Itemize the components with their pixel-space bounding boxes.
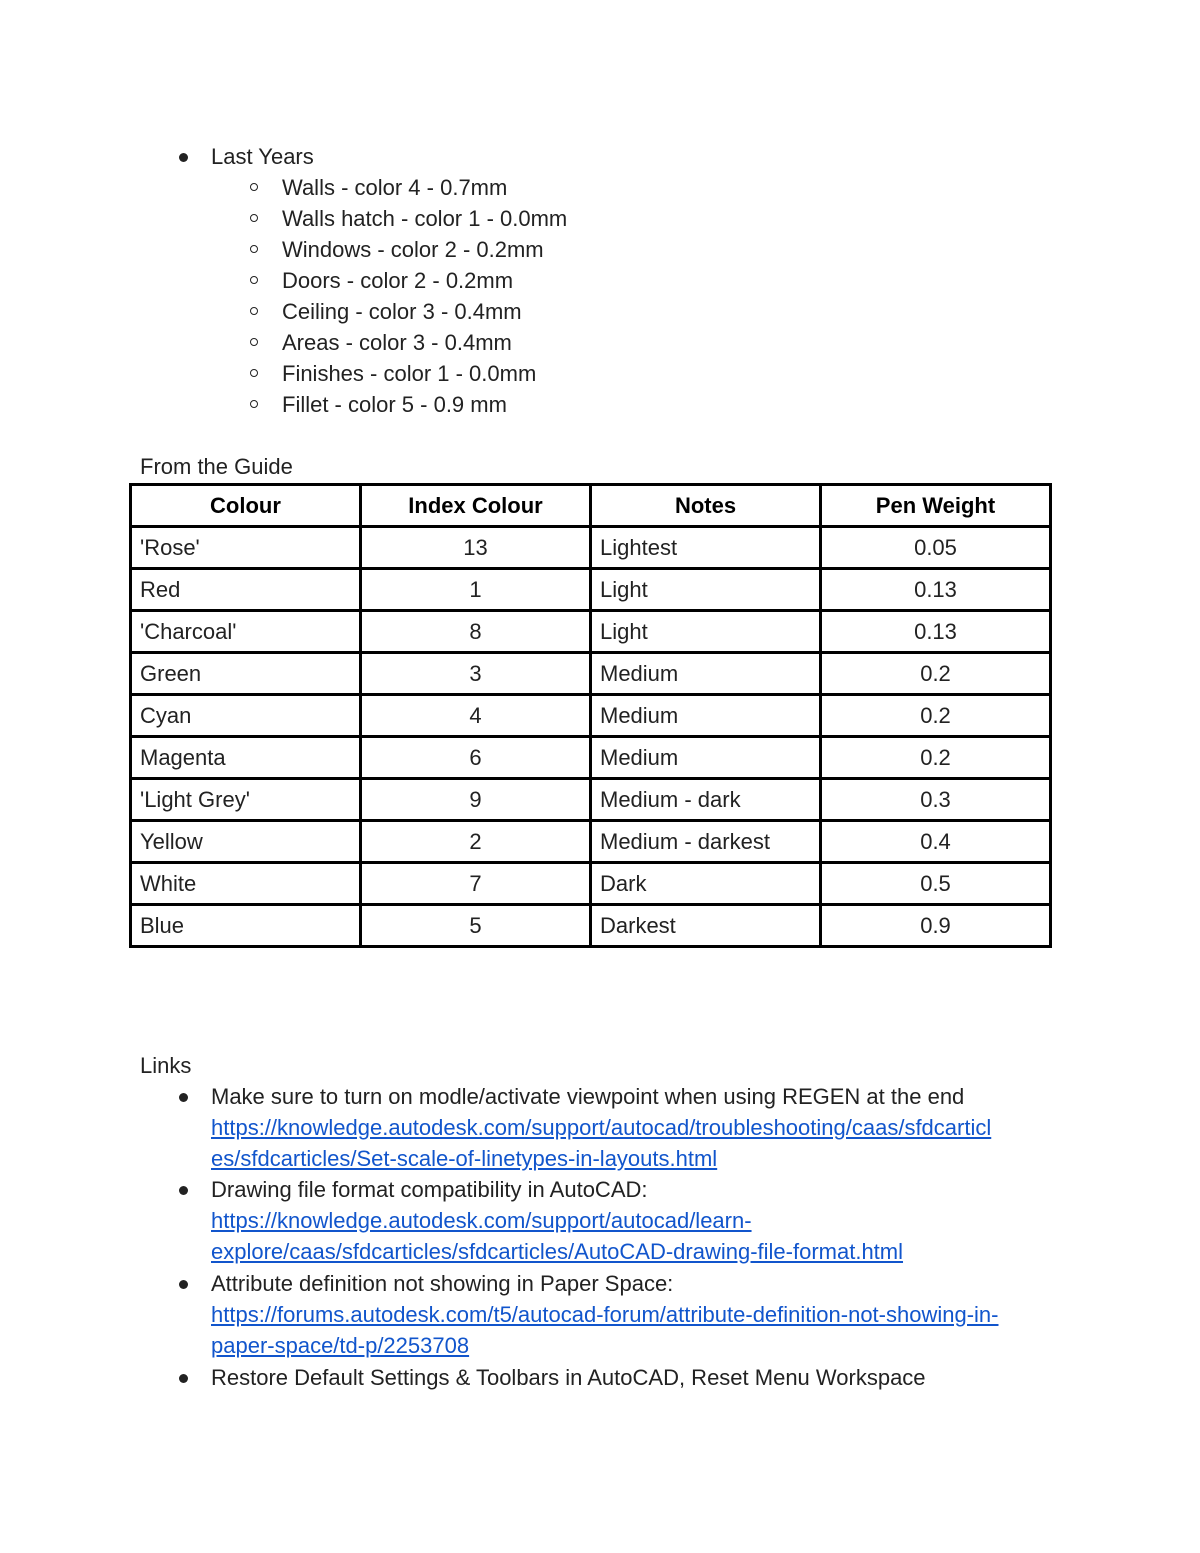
- bullet-disc-icon: [179, 153, 188, 162]
- bullet-circle-icon: [250, 183, 258, 191]
- cell-notes: Darkest: [591, 905, 821, 947]
- bullet-disc-icon: [179, 1186, 188, 1195]
- last-years-heading: Last Years: [211, 144, 314, 169]
- table-row: [131, 527, 1051, 569]
- table-body: [131, 527, 1051, 947]
- cell-notes: Light: [591, 569, 821, 611]
- table-row: [131, 863, 1051, 905]
- cell-notes: Lightest: [591, 527, 821, 569]
- last-years-item: Fillet - color 5 - 0.9 mm: [282, 392, 507, 417]
- link-url-line[interactable]: es/sfdcarticles/Set-scale-of-linetypes-in-layouts.html: [211, 1146, 718, 1171]
- link-url-line[interactable]: paper-space/td-p/2253708: [211, 1333, 470, 1358]
- cell-colour: Green: [131, 653, 361, 695]
- cell-index-colour: 1: [361, 569, 591, 611]
- cell-pen-weight: 0.2: [821, 695, 1051, 737]
- cell-colour: Magenta: [131, 737, 361, 779]
- table-row: [131, 737, 1051, 779]
- cell-pen-weight: 0.05: [821, 527, 1051, 569]
- link-item-text: Make sure to turn on modle/activate viewpoint when using REGEN at the end: [211, 1084, 965, 1109]
- cell-notes: Dark: [591, 863, 821, 905]
- table-row: [131, 821, 1051, 863]
- cell-index-colour: 5: [361, 905, 591, 947]
- link-item-text: Attribute definition not showing in Paper Space:: [211, 1271, 674, 1296]
- link-item-text: Drawing file format compatibility in AutoCAD:: [211, 1177, 648, 1202]
- bullet-circle-icon: [250, 307, 258, 315]
- cell-index-colour: 2: [361, 821, 591, 863]
- cell-index-colour: 7: [361, 863, 591, 905]
- bullet-circle-icon: [250, 245, 258, 253]
- column-header-index-colour: Index Colour: [361, 485, 591, 527]
- table-row: [131, 569, 1051, 611]
- bullet-disc-icon: [179, 1374, 188, 1383]
- bullet-circle-icon: [250, 276, 258, 284]
- last-years-item: Walls - color 4 - 0.7mm: [282, 175, 508, 200]
- cell-index-colour: 13: [361, 527, 591, 569]
- cell-colour: Cyan: [131, 695, 361, 737]
- cell-colour: Blue: [131, 905, 361, 947]
- cell-notes: Medium - darkest: [591, 821, 821, 863]
- cell-notes: Medium - dark: [591, 779, 821, 821]
- cell-index-colour: 9: [361, 779, 591, 821]
- last-years-item: Finishes - color 1 - 0.0mm: [282, 361, 537, 386]
- cell-pen-weight: 0.4: [821, 821, 1051, 863]
- cell-notes: Medium: [591, 737, 821, 779]
- cell-pen-weight: 0.13: [821, 611, 1051, 653]
- links-heading: Links: [140, 1053, 192, 1078]
- table-row: [131, 611, 1051, 653]
- guide-heading: From the Guide: [140, 454, 293, 479]
- column-header-pen-weight: Pen Weight: [821, 485, 1051, 527]
- table-header-row: [131, 485, 1051, 527]
- bullet-circle-icon: [250, 400, 258, 408]
- last-years-item: Windows - color 2 - 0.2mm: [282, 237, 544, 262]
- link-url-line[interactable]: https://forums.autodesk.com/t5/autocad-forum/attribute-definition-not-showing-in-: [211, 1302, 999, 1327]
- cell-pen-weight: 0.2: [821, 653, 1051, 695]
- bullet-circle-icon: [250, 369, 258, 377]
- cell-colour: Yellow: [131, 821, 361, 863]
- last-years-item: Walls hatch - color 1 - 0.0mm: [282, 206, 568, 231]
- cell-index-colour: 3: [361, 653, 591, 695]
- cell-pen-weight: 0.3: [821, 779, 1051, 821]
- bullet-circle-icon: [250, 338, 258, 346]
- table-row: [131, 905, 1051, 947]
- column-header-notes: Notes: [591, 485, 821, 527]
- pen-weight-table: [129, 483, 1052, 948]
- link-item-text: Restore Default Settings & Toolbars in AutoCAD, Reset Menu Workspace: [211, 1365, 926, 1390]
- cell-index-colour: 6: [361, 737, 591, 779]
- table-row: [131, 695, 1051, 737]
- link-url-line[interactable]: https://knowledge.autodesk.com/support/autocad/learn-: [211, 1208, 752, 1233]
- bullet-circle-icon: [250, 214, 258, 222]
- column-header-colour: Colour: [131, 485, 361, 527]
- bullet-disc-icon: [179, 1093, 188, 1102]
- cell-colour: 'Light Grey': [131, 779, 361, 821]
- cell-pen-weight: 0.5: [821, 863, 1051, 905]
- last-years-item: Areas - color 3 - 0.4mm: [282, 330, 512, 355]
- table-row: [131, 653, 1051, 695]
- link-url-line[interactable]: https://knowledge.autodesk.com/support/autocad/troubleshooting/caas/sfdcarticl: [211, 1115, 992, 1140]
- bullet-disc-icon: [179, 1280, 188, 1289]
- cell-index-colour: 8: [361, 611, 591, 653]
- cell-colour: White: [131, 863, 361, 905]
- table-row: [131, 779, 1051, 821]
- cell-pen-weight: 0.2: [821, 737, 1051, 779]
- cell-pen-weight: 0.13: [821, 569, 1051, 611]
- cell-notes: Medium: [591, 695, 821, 737]
- cell-colour: 'Charcoal': [131, 611, 361, 653]
- last-years-item: Doors - color 2 - 0.2mm: [282, 268, 514, 293]
- link-url-line[interactable]: explore/caas/sfdcarticles/sfdcarticles/AutoCAD-drawing-file-format.html: [211, 1239, 904, 1264]
- cell-pen-weight: 0.9: [821, 905, 1051, 947]
- cell-colour: 'Rose': [131, 527, 361, 569]
- last-years-item: Ceiling - color 3 - 0.4mm: [282, 299, 522, 324]
- cell-notes: Medium: [591, 653, 821, 695]
- cell-index-colour: 4: [361, 695, 591, 737]
- cell-notes: Light: [591, 611, 821, 653]
- cell-colour: Red: [131, 569, 361, 611]
